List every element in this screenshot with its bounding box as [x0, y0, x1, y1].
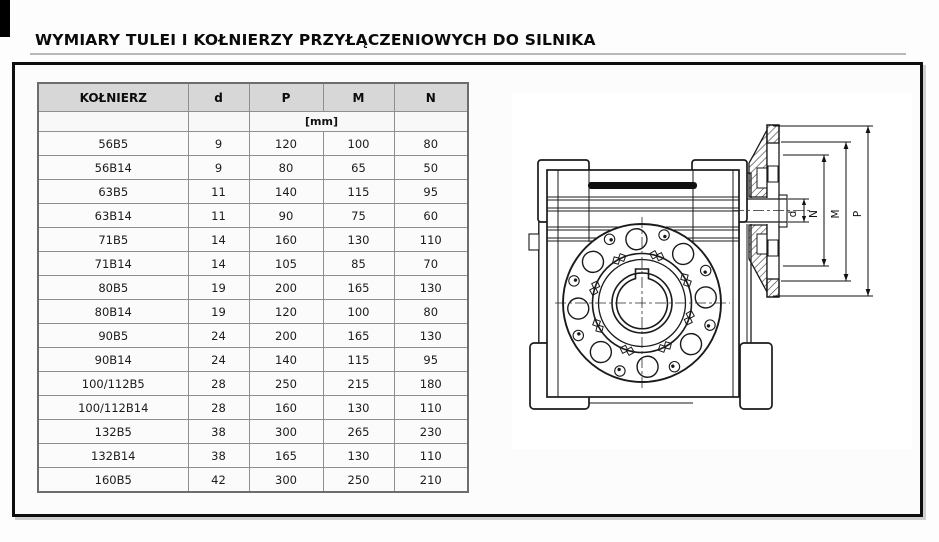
- content-frame: [12, 62, 923, 517]
- column-header-kolnierz: KOŁNIERZ: [38, 83, 188, 112]
- dimension-value-cell: 19: [188, 300, 249, 324]
- dimension-value-cell: 130: [323, 396, 394, 420]
- dimension-value-cell: 75: [323, 204, 394, 228]
- page-edge-mark: [0, 0, 10, 37]
- dimension-value-cell: 160: [249, 228, 323, 252]
- table-row: [38, 372, 468, 396]
- housing-side-boss: [529, 234, 539, 250]
- dimension-value-cell: 80: [394, 300, 468, 324]
- table-header-row: [38, 83, 468, 112]
- dimension-value-cell: 85: [323, 252, 394, 276]
- column-header-n: N: [394, 83, 468, 112]
- dimension-value-cell: 140: [249, 348, 323, 372]
- dim-label-p: P: [852, 210, 864, 218]
- flange-type-cell: 132B5: [38, 420, 188, 444]
- dimension-value-cell: 24: [188, 348, 249, 372]
- dimension-value-cell: 60: [394, 204, 468, 228]
- table-row: [38, 420, 468, 444]
- dim-label-n: N: [808, 210, 820, 218]
- title-underline: [30, 53, 906, 55]
- flange-dimensions-table: [37, 82, 469, 493]
- flange-type-cell: 56B14: [38, 156, 188, 180]
- dimension-value-cell: 14: [188, 252, 249, 276]
- dimension-value-cell: 95: [394, 180, 468, 204]
- table-row: [38, 396, 468, 420]
- dimension-value-cell: 50: [394, 156, 468, 180]
- dimension-value-cell: 140: [249, 180, 323, 204]
- dimension-value-cell: 215: [323, 372, 394, 396]
- dimension-value-cell: 28: [188, 372, 249, 396]
- table-row: [38, 324, 468, 348]
- dimension-value-cell: 165: [323, 324, 394, 348]
- flange-type-cell: 100/112B14: [38, 396, 188, 420]
- table-row: [38, 180, 468, 204]
- dimension-value-cell: 110: [394, 444, 468, 468]
- dimension-value-cell: 14: [188, 228, 249, 252]
- table-row: [38, 348, 468, 372]
- dimension-value-cell: 11: [188, 204, 249, 228]
- table-row: [38, 468, 468, 493]
- dimension-value-cell: 115: [323, 348, 394, 372]
- dimension-value-cell: 165: [323, 276, 394, 300]
- gearbox-flange-diagram: [512, 93, 912, 449]
- dimension-value-cell: 115: [323, 180, 394, 204]
- dimension-value-cell: 130: [323, 228, 394, 252]
- flange-type-cell: 71B5: [38, 228, 188, 252]
- dimension-value-cell: 19: [188, 276, 249, 300]
- column-header-d: d: [188, 83, 249, 112]
- flange-type-cell: 100/112B5: [38, 372, 188, 396]
- column-header-m: M: [323, 83, 394, 112]
- dimension-value-cell: 65: [323, 156, 394, 180]
- dimension-value-cell: 200: [249, 324, 323, 348]
- housing-foot-right: [740, 343, 772, 409]
- dimension-value-cell: 95: [394, 348, 468, 372]
- dimension-value-cell: 210: [394, 468, 468, 493]
- table-row: [38, 300, 468, 324]
- dim-label-m: M: [830, 209, 842, 219]
- dimension-value-cell: 130: [394, 324, 468, 348]
- empty-cell: [394, 112, 468, 132]
- dimension-value-cell: 110: [394, 396, 468, 420]
- flange-type-cell: 56B5: [38, 132, 188, 156]
- table-row: [38, 252, 468, 276]
- flange-type-cell: 63B5: [38, 180, 188, 204]
- dimension-value-cell: 230: [394, 420, 468, 444]
- dimension-value-cell: 100: [323, 132, 394, 156]
- flange-type-cell: 80B5: [38, 276, 188, 300]
- table-row: [38, 204, 468, 228]
- dimension-value-cell: 9: [188, 132, 249, 156]
- column-header-p: P: [249, 83, 323, 112]
- dimension-value-cell: 42: [188, 468, 249, 493]
- dim-label-d: d: [787, 210, 799, 218]
- flange-type-cell: 90B14: [38, 348, 188, 372]
- table-row: [38, 228, 468, 252]
- dimension-value-cell: 250: [323, 468, 394, 493]
- dimension-value-cell: 70: [394, 252, 468, 276]
- flange-type-cell: 160B5: [38, 468, 188, 493]
- dimension-value-cell: 38: [188, 420, 249, 444]
- table-row: [38, 276, 468, 300]
- dimension-value-cell: 11: [188, 180, 249, 204]
- units-row: [38, 112, 468, 132]
- dimension-value-cell: 80: [249, 156, 323, 180]
- page-title: WYMIARY TULEI I KOŁNIERZY PRZYŁĄCZENIOWYCH DO SILNIKA: [35, 31, 596, 49]
- dimension-value-cell: 180: [394, 372, 468, 396]
- dimension-value-cell: 250: [249, 372, 323, 396]
- units-label: [mm]: [249, 112, 394, 132]
- dimension-value-cell: 160: [249, 396, 323, 420]
- dimension-value-cell: 200: [249, 276, 323, 300]
- empty-cell: [188, 112, 249, 132]
- dimension-value-cell: 120: [249, 300, 323, 324]
- dimension-value-cell: 130: [323, 444, 394, 468]
- dimension-value-cell: 300: [249, 468, 323, 493]
- table-body: [38, 112, 468, 493]
- table-row: [38, 444, 468, 468]
- dimension-value-cell: 265: [323, 420, 394, 444]
- dimension-value-cell: 105: [249, 252, 323, 276]
- dimension-value-cell: 90: [249, 204, 323, 228]
- housing-top-slot: [588, 182, 697, 189]
- flange-type-cell: 90B5: [38, 324, 188, 348]
- flange-type-cell: 80B14: [38, 300, 188, 324]
- gearbox-drawing: [512, 93, 912, 449]
- dimension-value-cell: 300: [249, 420, 323, 444]
- dimension-value-cell: 130: [394, 276, 468, 300]
- table-row: [38, 156, 468, 180]
- dimension-value-cell: 38: [188, 444, 249, 468]
- dimension-value-cell: 120: [249, 132, 323, 156]
- table-row: [38, 132, 468, 156]
- dimension-value-cell: 110: [394, 228, 468, 252]
- dimension-value-cell: 165: [249, 444, 323, 468]
- flange-type-cell: 71B14: [38, 252, 188, 276]
- empty-cell: [38, 112, 188, 132]
- dimension-labels: [787, 209, 864, 218]
- dimension-value-cell: 28: [188, 396, 249, 420]
- flange-type-cell: 132B14: [38, 444, 188, 468]
- dimension-value-cell: 80: [394, 132, 468, 156]
- dimension-value-cell: 24: [188, 324, 249, 348]
- flange-type-cell: 63B14: [38, 204, 188, 228]
- dimension-value-cell: 100: [323, 300, 394, 324]
- dimension-value-cell: 9: [188, 156, 249, 180]
